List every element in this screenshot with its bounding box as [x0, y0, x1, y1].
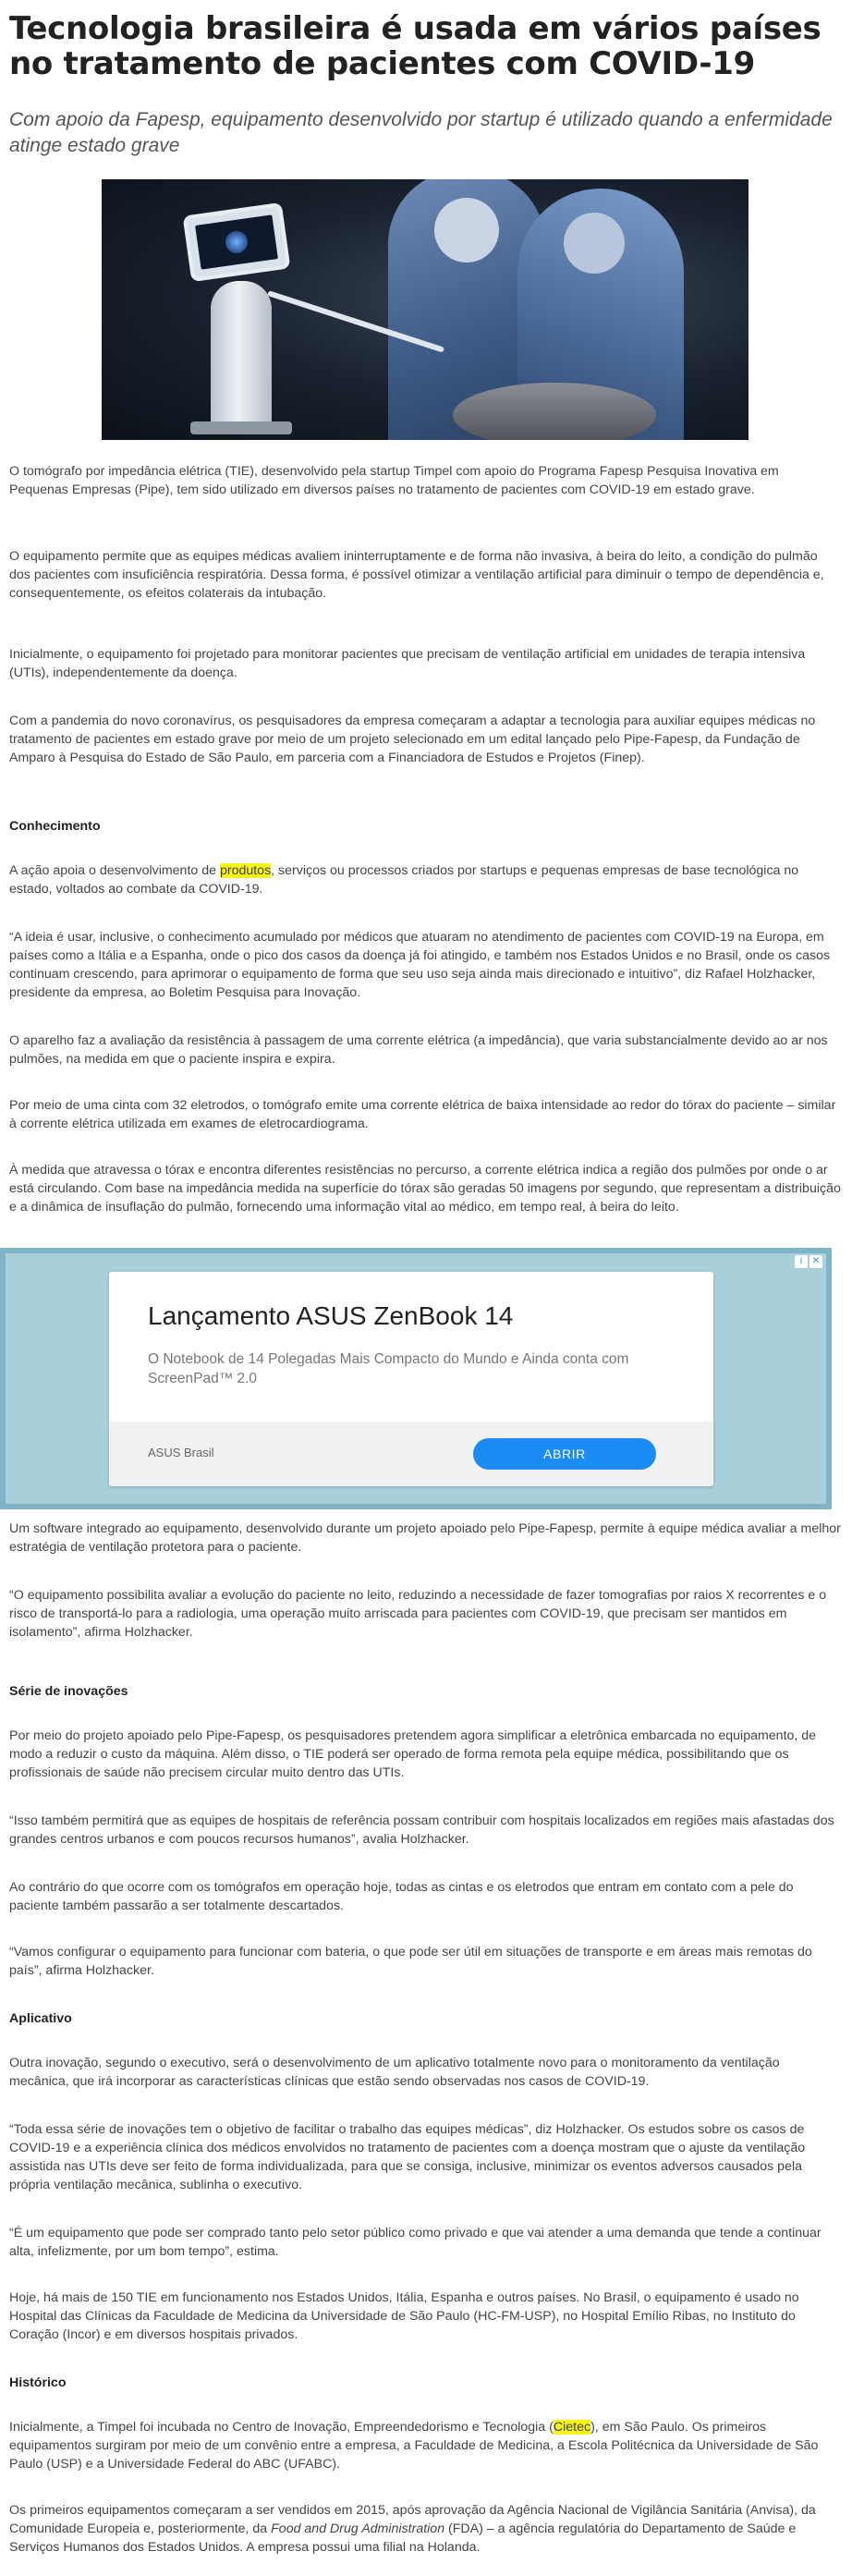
paragraph-20-text-a: Inicialmente, a Timpel foi incubada no Centro de Inovação, Empreendedorismo e Tecnologia ( — [9, 2420, 554, 2435]
paragraph-19: Hoje, há mais de 150 TIE em funcionamento nos Estados Unidos, Itália, Espanha e outros países. No Brasil, o equipamento é usado no Hospital das Clínicas da Faculdade de Medicina da Universidade de São Paulo (HC-FM-USP), no Hospital Emílio Ribas, no Instituto do Coração (Incor) e em diversos hospitais privados. — [9, 2290, 799, 2342]
section-heading-conhecimento: Conhecimento — [9, 819, 101, 834]
paragraph-7: O aparelho faz a avaliação da resistência à passagem de uma corrente elétrica (a impedância), que varia substancialmente devido ao ar nos pulmões, na medida em que o paciente inspira e expira. — [9, 1033, 828, 1067]
paragraph-21-text-a: Os primeiros equipamentos começaram a ser vendidos em 2015, após aprovação da Agência Nacional de Vigilância Sanitária (Anvisa), da Comunidade Europeia e, posteriormente, da — [9, 2503, 816, 2536]
hero-figure-monitor — [187, 206, 286, 277]
article-title: Tecnologia brasileira é usada em vários países no tratamento de pacientes com COVID-19 — [9, 10, 822, 82]
paragraph-18: “É um equipamento que pode ser comprado tanto pelo setor público como privado e que vai atender a uma demanda que tende a continuar alta, infelizmente, por um bom tempo”, estima. — [9, 2226, 822, 2259]
ad-open-button[interactable]: ABRIR — [473, 1438, 656, 1470]
paragraph-10: Um software integrado ao equipamento, desenvolvido durante um projeto apoiado pelo Pipe-Fapesp, permite à equipe médica avaliar a melhor estratégia de ventilação protetora para o paciente. — [9, 1521, 841, 1555]
ad-footer — [109, 1422, 713, 1486]
paragraph-2: O equipamento permite que as equipes médicas avaliem ininterruptamente e de forma não invasiva, à beira do leito, a condição do pulmão dos pacientes com insuficiência respiratória. Dessa forma, é possível otimizar a ventilação artificial para diminuir o tempo de dependência e, consequentemente, os efeitos colaterais da intubação. — [9, 549, 824, 601]
article — [9, 11, 841, 440]
section-heading-historico: Histórico — [9, 2375, 67, 2390]
paragraph-16: Outra inovação, segundo o executivo, será o desenvolvimento de um aplicativo totalmente novo para o monitoramento da ventilação mecânica, que irá incorporar as características clínicas que estão sendo observadas nos casos de COVID-19. — [9, 2056, 780, 2089]
hero-figure-head-right — [564, 213, 625, 274]
paragraph-1: O tomógrafo por impedância elétrica (TIE), desenvolvido pela startup Timpel com apoio do Programa Fapesp Pesquisa Inovativa em Pequenas Empresas (Pipe), tem sido utilizado em diversos países no tratamento de pacientes com COVID-19 em estado grave. — [9, 464, 779, 497]
paragraph-13: “Isso também permitirá que as equipes de hospitais de referência possam contribuir com hospitais localizados em regiões mais afastadas dos grandes centros urbanos e com poucos recursos humanos”, avalia Holzhacker. — [9, 1813, 834, 1847]
link-produtos[interactable]: produtos — [219, 863, 272, 878]
section-heading-serie-de-inovacoes: Série de inovações — [9, 1684, 128, 1699]
hero-figure-device-stand — [211, 281, 272, 429]
paragraph-20 — [9, 2418, 841, 2473]
paragraph-8: Por meio de uma cinta com 32 eletrodos, o tomógrafo emite uma corrente elétrica de baixa intensidade ao redor do tórax do paciente – similar à corrente elétrica utilizada em exames de eletrocardiograma. — [9, 1098, 836, 1131]
hero-figure-patient — [453, 383, 656, 440]
paragraph-3: Inicialmente, o equipamento foi projetado para monitorar pacientes que precisam de ventilação artificial em unidades de terapia intensiva (UTIs), independentemente da doença. — [9, 647, 806, 680]
close-icon[interactable]: ✕ — [809, 1255, 822, 1268]
ad-info-icon[interactable]: i — [795, 1255, 808, 1268]
paragraph-4: Com a pandemia do novo coronavírus, os pesquisadores da empresa começaram a adaptar a tecnologia para auxiliar equipes médicas no tratamento de pacientes em estado grave por meio de um projeto selecionado em um edital lançado pelo Pipe-Fapesp, da Fundação de Amparo à Pesquisa do Estado de São Paulo, em parceria com a Financiadora de Estudos e Projetos (Finep). — [9, 714, 816, 765]
paragraph-11: “O equipamento possibilita avaliar a evolução do paciente no leito, reduzindo a necessidade de fazer tomografias por raios X recorrentes e o risco de transportá-lo para a radiologia, uma operação muito arriscada para pacientes com COVID-19, que precisam ser mantidos em isolamento”, afirma Holzhacker. — [9, 1588, 827, 1640]
paragraph-5 — [9, 861, 841, 898]
link-cietec[interactable]: Cietec — [553, 2420, 591, 2435]
paragraph-17: “Toda essa série de inovações tem o objetivo de facilitar o trabalho das equipes médicas”, diz Holzhacker. Os estudos sobre os casos de COVID-19 e a experiência clínica dos médicos envolvidos no tratamento de pacientes com a doença mostram que o ajuste da ventilação assistida nas UTIs deve ser feito de forma individualizada, para que se consiga, inclusive, minimizar os eventos adversos causados pela própria ventilação mecânica, sublinha o executivo. — [9, 2122, 806, 2192]
paragraph-6: “A ideia é usar, inclusive, o conhecimento acumulado por médicos que atuaram no atendimento de pacientes com COVID-19 na Europa, em países como a Itália e a Espanha, onde o pico dos casos da doença já foi atingido, e também nos Estados Unidos e no Brasil, onde os casos continuam crescendo, para aprimorar o equipamento de forma que seu uso seja ainda mais direcionado e intuitivo”, diz Rafael Holzhacker, presidente da empresa, ao Boletim Pesquisa para Inovação. — [9, 930, 831, 1000]
paragraph-21-text-b: (FDA) – a agência regulatória do Departamento de Saúde e Serviços Humanos dos Estados Unidos. A empresa possui uma filial na Holanda. — [9, 2521, 797, 2555]
hero-figure-head-left — [434, 198, 499, 262]
hero-figure-monitor-screen — [195, 214, 278, 269]
hero-image — [102, 179, 749, 440]
article-subtitle: Com apoio da Fapesp, equipamento desenvolvido por startup é utilizado quando a enfermidade atinge estado grave — [9, 109, 833, 156]
section-heading-aplicativo: Aplicativo — [9, 2011, 72, 2026]
paragraph-9: À medida que atravessa o tórax e encontra diferentes resistências no percurso, a corrente elétrica indica a região dos pulmões por onde o ar está circulando. Com base na impedância medida na superfície do tórax são geradas 50 imagens por segundo, que representam a distribuição e a dinâmica de insuflação do pulmão, fornecendo uma informação vital ao médico, em tempo real, à beira do leito. — [9, 1163, 841, 1215]
hero-figure-device-base — [190, 421, 292, 434]
paragraph-21 — [9, 2501, 841, 2557]
paragraph-5-text-b: , serviços ou processos criados por startups e pequenas empresas de base tecnológica no estado, voltados ao combate da COVID-19. — [9, 863, 799, 897]
paragraph-21-fda: Food and Drug Administration — [271, 2521, 445, 2536]
ad-choices[interactable] — [795, 1255, 822, 1268]
ad-body: O Notebook de 14 Polegadas Mais Compacto do Mundo e Ainda conta com ScreenPad™ 2.0 — [148, 1351, 629, 1386]
advertisement[interactable] — [0, 1248, 832, 1509]
ad-headline[interactable]: Lançamento ASUS ZenBook 14 — [148, 1301, 514, 1330]
hero-figure-screen-glow — [224, 229, 249, 254]
ad-advertiser: ASUS Brasil — [148, 1446, 214, 1459]
ad-card[interactable] — [109, 1272, 713, 1486]
paragraph-15: “Vamos configurar o equipamento para funcionar com bateria, o que pode ser útil em situações de transporte e em áreas mais remotas do país”, afirma Holzhacker. — [9, 1945, 812, 1978]
paragraph-12: Por meio do projeto apoiado pelo Pipe-Fapesp, os pesquisadores pretendem agora simplificar a eletrônica embarcada no equipamento, de modo a reduzir o custo da máquina. Além disso, o TIE poderá ser operado de forma remota pela equipe médica, possibilitando que os profissionais de saúde não precisem circular muito dentro das UTIs. — [9, 1728, 817, 1780]
paragraph-20-text-b: ), em São Paulo. Os primeiros equipamentos surgiram por meio de um convênio entre a empresa, a Faculdade de Medicina, a Escola Politécnica da Universidade de São Paulo (USP) e a Universidade Federal do ABC (UFABC). — [9, 2420, 819, 2472]
paragraph-5-text-a: A ação apoia o desenvolvimento de — [9, 863, 220, 878]
paragraph-14: Ao contrário do que ocorre com os tomógrafos em operação hoje, todas as cintas e os eletrodos que entram em contato com a pele do paciente também passarão a ser totalmente descartados. — [9, 1880, 794, 1913]
